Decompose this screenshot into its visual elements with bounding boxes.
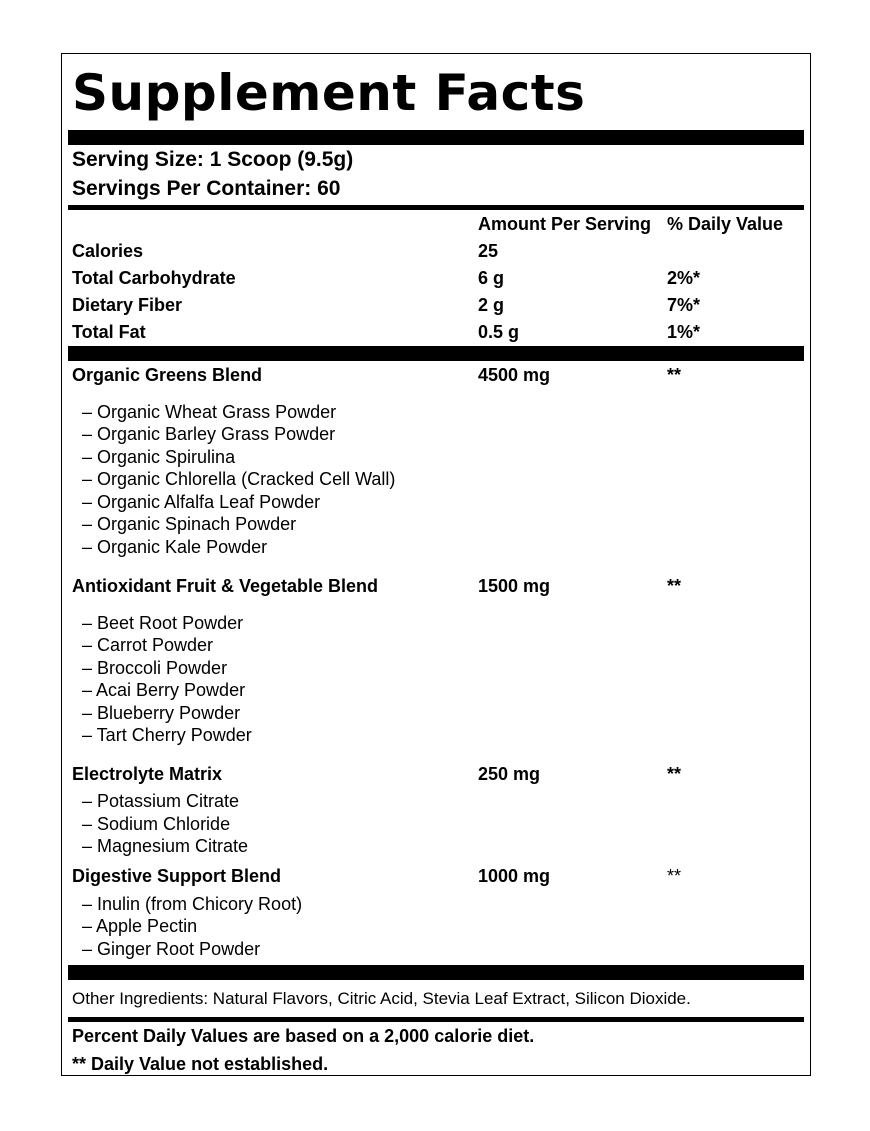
serving-size: Serving Size: 1 Scoop (9.5g) bbox=[72, 148, 354, 171]
blend-daily-value: ** bbox=[667, 866, 682, 886]
blend-ingredient: – Carrot Powder bbox=[82, 635, 214, 655]
header-daily-value: % Daily Value bbox=[667, 214, 784, 234]
panel-title: Supplement Facts bbox=[72, 64, 586, 122]
nutrient-name: Dietary Fiber bbox=[72, 295, 183, 315]
nutrient-daily-value: 1%* bbox=[667, 322, 701, 342]
blend-ingredient: – Organic Wheat Grass Powder bbox=[82, 402, 337, 422]
blend-ingredient: – Potassium Citrate bbox=[82, 791, 240, 811]
blend-ingredient: – Organic Kale Powder bbox=[82, 537, 268, 557]
medium-divider-footer bbox=[68, 1017, 804, 1022]
blend-ingredient: – Organic Barley Grass Powder bbox=[82, 424, 336, 444]
nutrient-daily-value: 2%* bbox=[667, 268, 701, 288]
blend-name: Electrolyte Matrix bbox=[72, 764, 223, 784]
nutrient-amount: 2 g bbox=[478, 295, 505, 315]
blend-amount: 1000 mg bbox=[478, 866, 551, 886]
blend-ingredient: – Tart Cherry Powder bbox=[82, 725, 252, 745]
footnote-daily-values: Percent Daily Values are based on a 2,000 calorie diet. bbox=[72, 1026, 535, 1046]
blend-ingredient: – Organic Alfalfa Leaf Powder bbox=[82, 492, 321, 512]
blend-ingredient: – Magnesium Citrate bbox=[82, 836, 249, 856]
blend-name: Organic Greens Blend bbox=[72, 365, 263, 385]
blend-amount: 4500 mg bbox=[478, 365, 551, 385]
thick-divider-middle bbox=[68, 346, 804, 361]
other-ingredients: Other Ingredients: Natural Flavors, Citric Acid, Stevia Leaf Extract, Silicon Dioxide. bbox=[72, 989, 691, 1008]
blend-ingredient: – Beet Root Powder bbox=[82, 613, 244, 633]
blend-daily-value: ** bbox=[667, 576, 682, 596]
blend-ingredient: – Broccoli Powder bbox=[82, 658, 228, 678]
blend-daily-value: ** bbox=[667, 764, 682, 784]
blend-ingredient: – Sodium Chloride bbox=[82, 814, 231, 834]
blend-ingredient: – Organic Chlorella (Cracked Cell Wall) bbox=[82, 469, 396, 489]
nutrient-amount: 6 g bbox=[478, 268, 505, 288]
thick-divider-bottom bbox=[68, 965, 804, 980]
blend-ingredient: – Ginger Root Powder bbox=[82, 939, 261, 959]
blend-name: Antioxidant Fruit & Vegetable Blend bbox=[72, 576, 379, 596]
medium-divider bbox=[68, 205, 804, 210]
blend-name: Digestive Support Blend bbox=[72, 866, 282, 886]
header-amount-per-serving: Amount Per Serving bbox=[478, 214, 652, 234]
thick-divider-top bbox=[68, 130, 804, 145]
blend-ingredient: – Blueberry Powder bbox=[82, 703, 241, 723]
blend-amount: 1500 mg bbox=[478, 576, 551, 596]
blend-daily-value: ** bbox=[667, 365, 682, 385]
footnote-not-established: ** Daily Value not established. bbox=[72, 1054, 329, 1074]
blend-ingredient: – Acai Berry Powder bbox=[82, 680, 246, 700]
blend-ingredient: – Inulin (from Chicory Root) bbox=[82, 894, 303, 914]
nutrient-daily-value: 7%* bbox=[667, 295, 701, 315]
blend-ingredient: – Apple Pectin bbox=[82, 916, 198, 936]
nutrient-name: Total Fat bbox=[72, 322, 146, 342]
supplement-facts-panel bbox=[61, 53, 811, 1076]
nutrient-amount: 25 bbox=[478, 241, 499, 261]
nutrient-name: Calories bbox=[72, 241, 144, 261]
blend-ingredient: – Organic Spirulina bbox=[82, 447, 236, 467]
nutrient-amount: 0.5 g bbox=[478, 322, 520, 342]
blend-ingredient: – Organic Spinach Powder bbox=[82, 514, 297, 534]
nutrient-name: Total Carbohydrate bbox=[72, 268, 236, 288]
blend-amount: 250 mg bbox=[478, 764, 541, 784]
servings-per-container: Servings Per Container: 60 bbox=[72, 177, 341, 200]
